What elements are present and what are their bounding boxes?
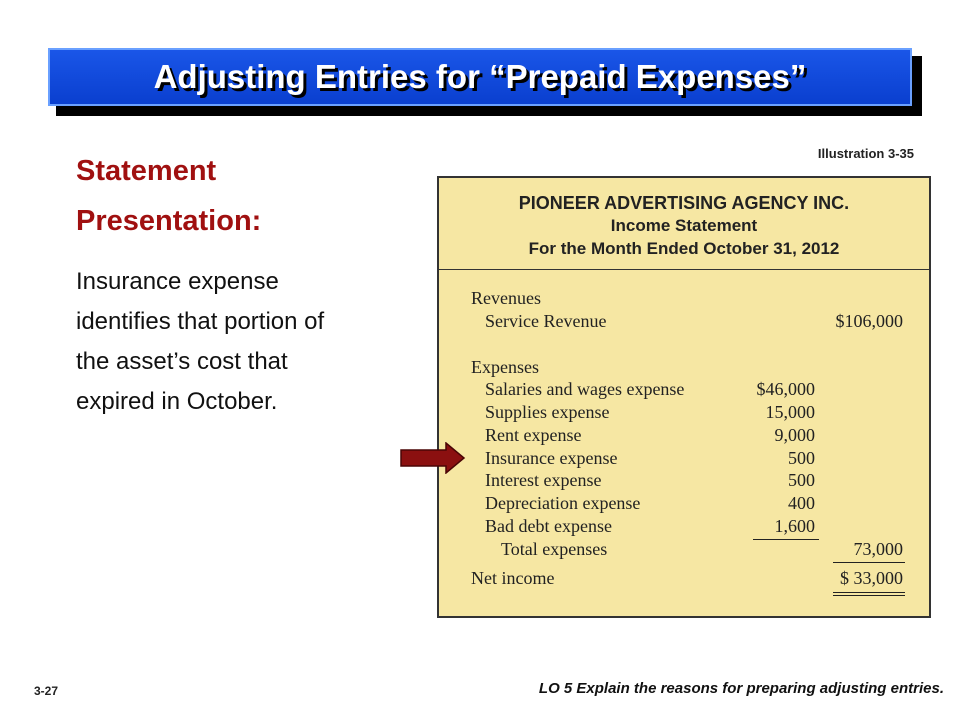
body-line: identifies that portion of: [76, 308, 325, 335]
expense-label: Supplies expense: [485, 402, 610, 422]
body-line: expired in October.: [76, 388, 278, 415]
total-rule: [833, 562, 905, 563]
revenues-row: [439, 288, 929, 311]
double-rule-top: [833, 592, 905, 593]
title-bar: [48, 48, 912, 106]
net-income-label: Net income: [471, 568, 555, 588]
section-heading: [76, 146, 261, 246]
income-statement: [437, 176, 931, 618]
total-expenses-amount: 73,000: [853, 539, 903, 559]
revenues-label: Revenues: [471, 288, 541, 308]
service-revenue-row: [439, 311, 929, 334]
statement-header: [439, 178, 929, 270]
expense-amount: $46,000: [756, 379, 815, 399]
body-paragraph: [76, 262, 406, 422]
slide-number: 3-27: [34, 684, 59, 698]
expense-row: [439, 470, 929, 493]
expense-row-insurance: [439, 448, 929, 471]
expenses-row: [439, 357, 929, 380]
expense-label: Salaries and wages expense: [485, 379, 685, 399]
report-name: Income Statement: [610, 216, 758, 235]
expense-label: Depreciation expense: [485, 493, 641, 513]
expense-label: Insurance expense: [485, 448, 618, 468]
heading-line-2: Presentation:: [76, 205, 262, 237]
expenses-label: Expenses: [471, 357, 539, 377]
expense-amount: 500: [788, 470, 815, 490]
slide-title: Adjusting Entries for “Prepaid Expenses”: [153, 58, 807, 95]
total-expenses-label: Total expenses: [501, 539, 608, 559]
total-expenses-row: [439, 539, 929, 562]
service-revenue-amount: $106,000: [835, 311, 903, 331]
report-period: For the Month Ended October 31, 2012: [528, 239, 840, 258]
expense-row: [439, 516, 929, 539]
expense-amount: 9,000: [774, 425, 815, 445]
expense-label: Bad debt expense: [485, 516, 612, 536]
double-rule-bottom: [833, 595, 905, 596]
learning-objective: LO 5 Explain the reasons for preparing adjusting entries.: [538, 680, 944, 697]
service-revenue-label: Service Revenue: [485, 311, 607, 331]
expense-row: [439, 493, 929, 516]
net-income-amount: $ 33,000: [840, 568, 903, 588]
expense-row: [439, 425, 929, 448]
expense-label: Rent expense: [485, 425, 582, 445]
net-income-row: [439, 568, 929, 591]
expense-label: Interest expense: [485, 470, 602, 490]
company-name: PIONEER ADVERTISING AGENCY INC.: [518, 193, 850, 213]
expense-row: [439, 379, 929, 402]
body-line: the asset’s cost that: [76, 348, 288, 375]
expense-amount: 15,000: [765, 402, 815, 422]
expense-amount: 400: [788, 493, 815, 513]
expense-row: [439, 402, 929, 425]
expense-amount: 1,600: [774, 516, 815, 536]
body-line: Insurance expense: [76, 268, 279, 295]
expense-amount: 500: [788, 448, 815, 468]
pointer-arrow-icon: [400, 442, 466, 474]
illustration-label: Illustration 3-35: [817, 146, 914, 161]
heading-line-1: Statement: [76, 155, 217, 187]
